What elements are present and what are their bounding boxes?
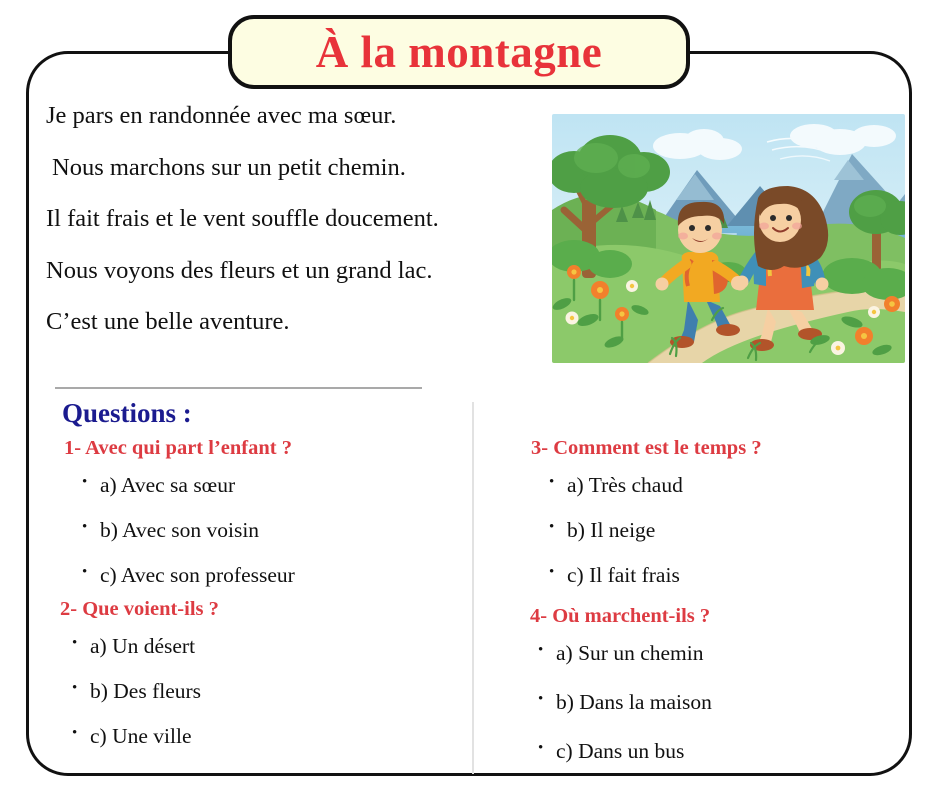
choice-1c[interactable]: • c) Avec son professeur	[82, 563, 295, 588]
passage-line-4: Nous voyons des fleurs et un grand lac.	[46, 256, 433, 284]
choice-3b[interactable]: • b) Il neige	[549, 518, 762, 543]
passage-line-3: Il fait frais et le vent souffle doucement.	[46, 205, 439, 232]
choice-4c[interactable]: • c) Dans un bus	[538, 739, 712, 764]
passage-line-2: Nous marchons sur un petit chemin.	[52, 153, 406, 181]
column-divider	[472, 402, 474, 774]
hiking-children-illustration	[552, 114, 905, 363]
question-title-2: 2- Que voient-ils ?	[60, 598, 219, 620]
title-box	[228, 15, 690, 89]
page-title: À la montagne	[315, 26, 603, 77]
choice-3a[interactable]: • a) Très chaud	[549, 473, 762, 498]
passage-line-5: C’est une belle aventure.	[46, 308, 290, 335]
choice-1b[interactable]: • b) Avec son voisin	[82, 518, 295, 543]
choice-4b[interactable]: • b) Dans la maison	[538, 690, 712, 715]
questions-heading: Questions :	[62, 398, 192, 428]
question-block-2	[60, 598, 219, 769]
choice-3c[interactable]: • c) Il fait frais	[549, 563, 762, 588]
choice-2a[interactable]: • a) Un désert	[72, 634, 219, 659]
question-block-3	[531, 437, 762, 608]
choice-list-4	[530, 641, 712, 764]
choice-4a[interactable]: • a) Sur un chemin	[538, 641, 712, 666]
question-title-4: 4- Où marchent-ils ?	[530, 605, 711, 627]
question-block-1	[64, 437, 295, 608]
choice-1a[interactable]: • a) Avec sa sœur	[82, 473, 295, 498]
question-block-4	[530, 605, 712, 788]
passage-line-1: Je pars en randonnée avec ma sœur.	[46, 102, 397, 129]
choice-2b[interactable]: • b) Des fleurs	[72, 679, 219, 704]
question-title-1: 1- Avec qui part l’enfant ?	[64, 437, 292, 459]
choice-2c[interactable]: • c) Une ville	[72, 724, 219, 749]
choice-list-1	[64, 473, 295, 588]
choice-list-2	[60, 634, 219, 749]
passage-divider	[55, 387, 422, 389]
reading-passage	[46, 104, 546, 362]
question-title-3: 3- Comment est le temps ?	[531, 437, 762, 459]
choice-list-3	[531, 473, 762, 588]
